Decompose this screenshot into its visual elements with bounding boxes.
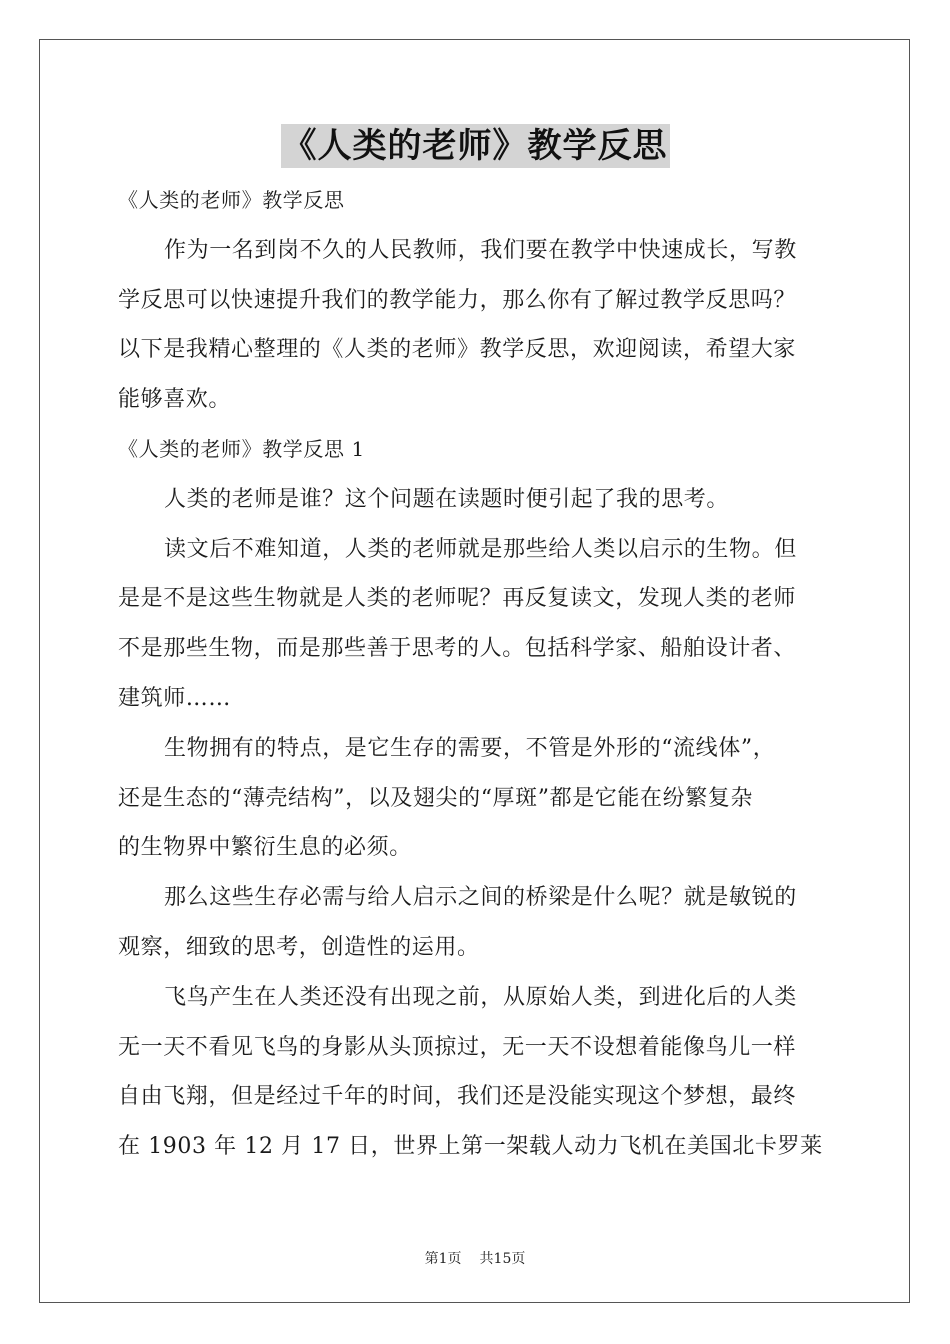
text-line: 建筑师…… xyxy=(118,685,232,711)
text-line: 作为一名到岗不久的人民教师，我们要在教学中快速成长，写教 xyxy=(164,237,797,263)
text-line: 学反思可以快速提升我们的教学能力，那么你有了解过教学反思吗？ xyxy=(118,287,797,313)
text-line: 不是那些生物，而是那些善于思考的人。包括科学家、船舶设计者、 xyxy=(118,636,797,662)
text-line: 能够喜欢。 xyxy=(118,387,232,413)
document-title: 《人类的老师》教学反思 xyxy=(282,126,668,166)
text-line: 飞鸟产生在人类还没有出现之前，从原始人类，到进化后的人类 xyxy=(164,984,797,1010)
page-number-total: 共15页 xyxy=(479,1251,526,1267)
text-line: 那么这些生存必需与给人启示之间的桥梁是什么呢？就是敏锐的 xyxy=(164,885,797,911)
section-heading: 《人类的老师》教学反思 1 xyxy=(118,436,365,461)
text-line: 无一天不看见飞鸟的身影从头顶掠过，无一天不设想着能像鸟儿一样 xyxy=(118,1034,797,1060)
text-line: 在 1903 年 12 月 17 日，世界上第一架载人动力飞机在美国北卡罗莱 xyxy=(118,1134,823,1160)
text-line: 自由飞翔，但是经过千年的时间，我们还是没能实现这个梦想，最终 xyxy=(118,1084,797,1110)
text-line: 观察，细致的思考，创造性的运用。 xyxy=(118,934,480,960)
text-line: 生物拥有的特点，是它生存的需要，不管是外形的“流线体”， xyxy=(164,735,776,761)
page-footer xyxy=(0,1250,950,1268)
page-number-current: 第1页 xyxy=(424,1251,462,1267)
section-heading: 《人类的老师》教学反思 xyxy=(118,188,345,212)
title-container xyxy=(0,124,950,168)
text-line: 以下是我精心整理的《人类的老师》教学反思，欢迎阅读，希望大家 xyxy=(118,337,797,363)
document-body xyxy=(118,176,834,1172)
text-line: 读文后不难知道，人类的老师就是那些给人类以启示的生物。但 xyxy=(164,536,797,562)
text-line: 还是生态的“薄壳结构”，以及翅尖的“厚斑”都是它能在纷繁复杂 xyxy=(118,785,753,811)
text-line: 的生物界中繁衍生息的必须。 xyxy=(118,835,412,861)
text-line: 是是不是这些生物就是人类的老师呢？再反复读文，发现人类的老师 xyxy=(118,586,797,612)
text-line: 人类的老师是谁？这个问题在读题时便引起了我的思考。 xyxy=(164,486,730,512)
